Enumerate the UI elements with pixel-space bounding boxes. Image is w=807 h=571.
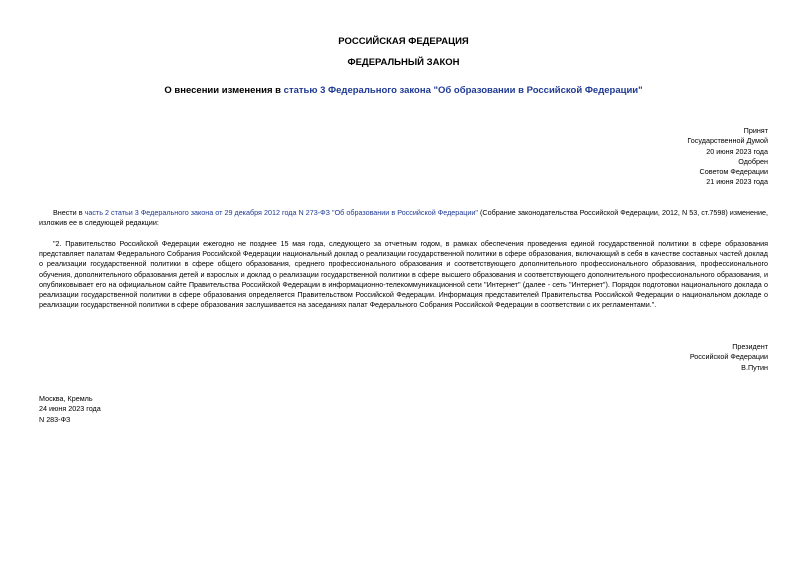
law-title [0, 85, 807, 96]
signing-location: Москва, Кремль [39, 394, 93, 403]
p1-prefix: Внести в [53, 208, 85, 217]
p1-suffix: (Собрание законодательства Российской Федерации, 2012, N 53, ст.7598) изменение, изложив ее в следующей редакции: [39, 208, 768, 228]
place-date-block [39, 394, 101, 425]
approved-date: 21 июня 2023 года [706, 177, 768, 187]
law-title-prefix: О внесении изменения в [164, 85, 284, 96]
law-type-heading: ФЕДЕРАЛЬНЫЙ ЗАКОН [347, 57, 460, 68]
new-text-paragraph: "2. Правительство Российской Федерации ежегодно не позднее 15 мая года, следующего за отчетным годом, в рамках обеспечения проведения единой государственной политики в сфере образования представляет палатам Федерального Собрания Российской Федерации национальный доклад о реализации государственной политики в сфере образования, включающий в себя в качестве составных частей доклад о реализации государственной политики в сфере общего образования, среднего профессионального образования и соответствующего дополнительного профессионального образования, профессионального обучения, дополнительного образования детей и взрослых и доклад о реализации государственной политики в сфере высшего образования и соответствующего дополнительного профессионального образования, и опубликовывает его на официальном сайте Правительства Российской Федерации в информационно-телекоммуникационной сети "Интернет" (далее - сеть "Интернет"). Порядок подготовки национального доклада о реализации государственной политики в сфере образования определяется Правительством Российской Федерации. Информация представителей Правительства Российской Федерации о национальном докладе о реализации государственной политики в сфере образования заслушивается на заседаниях палат Федерального Собрания Российской Федерации в соответствии с их регламентами.". [39, 239, 768, 310]
accepted-label: Принят [743, 126, 768, 135]
signature-block [690, 342, 768, 373]
accepted-by: Государственной Думой [687, 136, 768, 146]
country-heading: РОССИЙСКАЯ ФЕДЕРАЦИЯ [338, 36, 469, 47]
signing-date: 24 июня 2023 года [39, 404, 101, 414]
signer-position: Президент [732, 342, 768, 351]
approved-label: Одобрен [738, 156, 768, 166]
law-reference-link[interactable]: часть 2 статьи 3 Федерального закона от 29 декабря 2012 года N 273-ФЗ "Об образовании в Российской Федерации" [84, 208, 478, 217]
amendment-paragraph [39, 208, 768, 228]
adoption-block [687, 126, 768, 188]
law-number: N 283-ФЗ [39, 414, 71, 424]
signer-country: Российской Федерации [689, 352, 768, 362]
approved-by: Советом Федерации [699, 167, 768, 177]
signer-name: В.Путин [741, 362, 768, 372]
accepted-date: 20 июня 2023 года [706, 146, 768, 156]
law-title-link[interactable]: статью 3 Федерального закона "Об образовании в Российской Федерации" [283, 85, 643, 96]
